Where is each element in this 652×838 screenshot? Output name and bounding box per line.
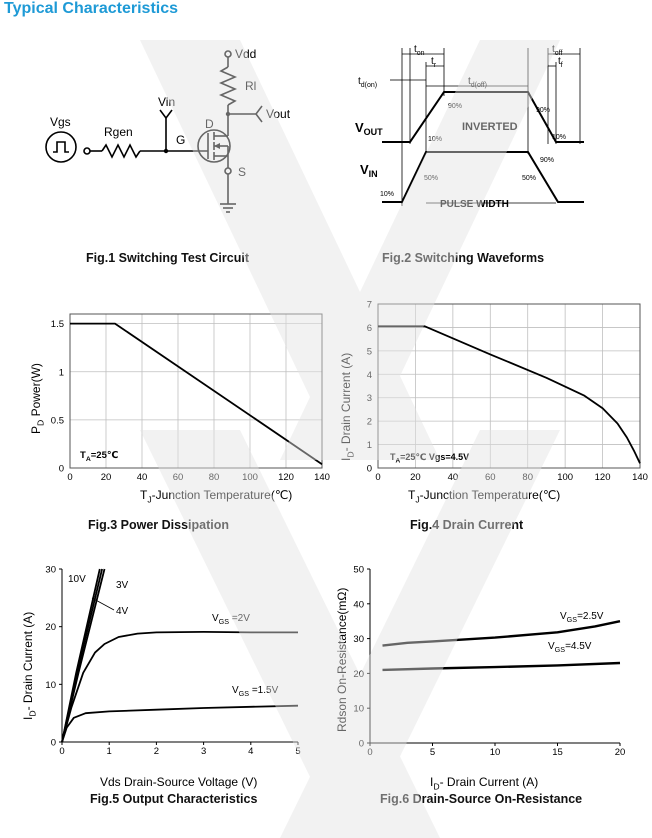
x-axis-label: $T_J$-Junction Temperature(℃) bbox=[408, 488, 561, 505]
label-g: G bbox=[176, 133, 186, 147]
y-tick-label: 2 bbox=[366, 416, 372, 428]
y-tick-label: 1 bbox=[366, 440, 372, 452]
fig6-caption: Fig.6 Drain-Source On-Resistance bbox=[380, 792, 583, 806]
x-tick-label: 0 bbox=[59, 746, 65, 757]
y-tick-label: 10 bbox=[353, 703, 364, 715]
label-pulse-width: PULSE WIDTH bbox=[440, 199, 509, 210]
switching-test-circuit bbox=[0, 40, 330, 230]
plot-frame bbox=[378, 304, 640, 468]
fig3-caption: Fig.3 Power Dissipation bbox=[88, 518, 229, 532]
ambient-annotation: $T_A=25℃$ bbox=[80, 450, 119, 463]
ambient-annotation: $T_A=25℃$ Vgs=4.5V bbox=[390, 452, 470, 465]
label-vin-axis: $V_{IN}$ bbox=[360, 162, 378, 179]
series-label-vgs-2v: $V_{GS} =2V$ bbox=[212, 613, 250, 626]
y-tick-label: 4 bbox=[366, 369, 372, 381]
label-tdoff: $t_{d(off)}$ bbox=[468, 76, 487, 89]
series-1.5V bbox=[62, 706, 298, 742]
y-tick-label: 50 bbox=[353, 564, 364, 576]
x-tick-label: 60 bbox=[172, 472, 184, 483]
x-axis-label: Vds Drain-Source Voltage (V) bbox=[100, 775, 258, 789]
x-tick-label: 80 bbox=[208, 472, 220, 483]
label-10a: 10% bbox=[428, 136, 443, 143]
label-d: D bbox=[205, 117, 214, 131]
x-tick-label: 5 bbox=[429, 747, 436, 758]
x-tick-label: 20 bbox=[410, 472, 421, 483]
y-axis-label: $I_D-$ Drain Current (A) bbox=[339, 352, 356, 461]
label-50a: 50% bbox=[424, 175, 439, 182]
series-label-4v: 4V bbox=[116, 606, 129, 617]
series-label-vgs-2-5v: $V_{GS}=2.5V$ bbox=[560, 611, 604, 624]
x-tick-label: 5 bbox=[295, 746, 301, 757]
output-characteristics-chart bbox=[0, 560, 326, 790]
series-label-3v: 3V bbox=[116, 580, 129, 591]
y-axis-label: $P_D$ Power(W) bbox=[29, 363, 46, 434]
label-90b: 90% bbox=[536, 107, 551, 114]
section-heading: Typical Characteristics bbox=[4, 0, 179, 17]
y-tick-label: 0.5 bbox=[50, 415, 64, 427]
y-tick-label: 20 bbox=[353, 668, 364, 680]
vdd-terminal bbox=[225, 51, 231, 57]
y-tick-label: 5 bbox=[366, 346, 372, 358]
x-axis-label: $I_D-$ Drain Current (A) bbox=[430, 775, 539, 792]
x-tick-label: 100 bbox=[242, 472, 258, 483]
y-axis-label: $I_D-$ Drain Current (A) bbox=[21, 611, 38, 720]
x-tick-label: 0 bbox=[67, 472, 73, 483]
series-label-10v: 10V bbox=[68, 574, 86, 585]
vgs-source bbox=[46, 132, 76, 162]
y-tick-label: 10 bbox=[45, 679, 56, 691]
label-s: S bbox=[238, 165, 247, 179]
fig2-caption: Fig.2 Switching Waveforms bbox=[382, 251, 545, 265]
y-tick-label: 20 bbox=[45, 622, 56, 634]
switching-waveforms bbox=[330, 40, 652, 220]
x-tick-label: 0 bbox=[375, 472, 381, 483]
x-tick-label: 1 bbox=[106, 746, 112, 757]
series-ID bbox=[378, 326, 640, 463]
label-90c: 90% bbox=[540, 157, 555, 164]
x-tick-label: 4 bbox=[248, 746, 254, 757]
x-tick-label: 40 bbox=[136, 472, 148, 483]
x-tick-label: 20 bbox=[614, 747, 626, 758]
label-10c: 10% bbox=[380, 191, 395, 198]
y-tick-label: 6 bbox=[366, 322, 372, 334]
label-vdd: Vdd bbox=[235, 47, 257, 61]
y-tick-label: 1 bbox=[58, 367, 64, 379]
y-tick-label: 3 bbox=[366, 393, 372, 405]
series-PD bbox=[70, 324, 322, 465]
x-tick-label: 140 bbox=[314, 472, 330, 483]
x-tick-label: 60 bbox=[484, 472, 496, 483]
label-tr: $t_r$ bbox=[431, 56, 437, 69]
label-tf: $t_f$ bbox=[558, 56, 563, 69]
x-tick-label: 120 bbox=[278, 472, 294, 483]
y-tick-label: 7 bbox=[366, 299, 372, 311]
label-vout: Vout bbox=[266, 107, 291, 121]
series-label-vgs-1-5v: $V_{GS} =1.5V$ bbox=[232, 685, 279, 698]
label-90a: 90% bbox=[448, 103, 463, 110]
x-tick-label: 3 bbox=[200, 746, 207, 757]
fig4-caption: Fig.4 Drain Current bbox=[410, 518, 524, 532]
on-resistance-chart bbox=[326, 560, 652, 790]
drain-current-chart bbox=[326, 296, 652, 504]
series-label-vgs-4-5v: $V_{GS}=4.5V$ bbox=[548, 641, 592, 654]
label-rl: Rl bbox=[245, 79, 257, 93]
rl-resistor bbox=[221, 67, 235, 105]
series-4.5V bbox=[383, 663, 621, 670]
label-tdon: $t_{d(on)}$ bbox=[358, 76, 378, 89]
label-vgs: Vgs bbox=[50, 115, 71, 129]
label-10b: 10% bbox=[552, 134, 567, 141]
label-inverted: INVERTED bbox=[462, 121, 518, 133]
x-tick-label: 120 bbox=[594, 472, 611, 483]
x-axis-label: $T_J$-Junction Temperature(℃) bbox=[140, 488, 293, 505]
y-tick-label: 0 bbox=[358, 738, 364, 750]
x-tick-label: 20 bbox=[100, 472, 112, 483]
x-tick-label: 40 bbox=[447, 472, 459, 483]
y-axis-label: Rdson On-Resistance(mΩ) bbox=[335, 587, 349, 732]
fig1-caption: Fig.1 Switching Test Circuit bbox=[86, 251, 249, 265]
x-tick-label: 15 bbox=[552, 747, 563, 758]
fig5-caption: Fig.5 Output Characteristics bbox=[90, 792, 258, 806]
y-tick-label: 0 bbox=[366, 463, 372, 475]
x-tick-label: 10 bbox=[489, 747, 501, 758]
y-tick-label: 30 bbox=[353, 634, 364, 646]
x-tick-label: 80 bbox=[522, 472, 534, 483]
plot-frame bbox=[70, 314, 322, 468]
x-tick-label: 2 bbox=[153, 746, 160, 757]
y-tick-label: 0 bbox=[58, 463, 64, 475]
label-50b: 50% bbox=[522, 175, 537, 182]
x-tick-label: 100 bbox=[557, 472, 574, 483]
label-vout-axis: $V_{OUT}$ bbox=[355, 120, 383, 137]
label-toff: $t_{off}$ bbox=[552, 44, 563, 57]
label-vin: Vin bbox=[158, 95, 176, 109]
y-tick-label: 1.5 bbox=[50, 319, 64, 331]
label-rgen: Rgen bbox=[104, 125, 133, 139]
series-4V bbox=[62, 569, 102, 742]
label-ton: $t_{on}$ bbox=[414, 44, 425, 57]
x-tick-label: 0 bbox=[367, 747, 373, 758]
x-tick-label: 140 bbox=[632, 472, 648, 483]
y-tick-label: 40 bbox=[353, 599, 364, 611]
rgen-resistor bbox=[102, 145, 140, 157]
y-tick-label: 30 bbox=[45, 564, 56, 576]
power-dissipation-chart bbox=[0, 296, 330, 505]
y-tick-label: 0 bbox=[50, 737, 56, 749]
